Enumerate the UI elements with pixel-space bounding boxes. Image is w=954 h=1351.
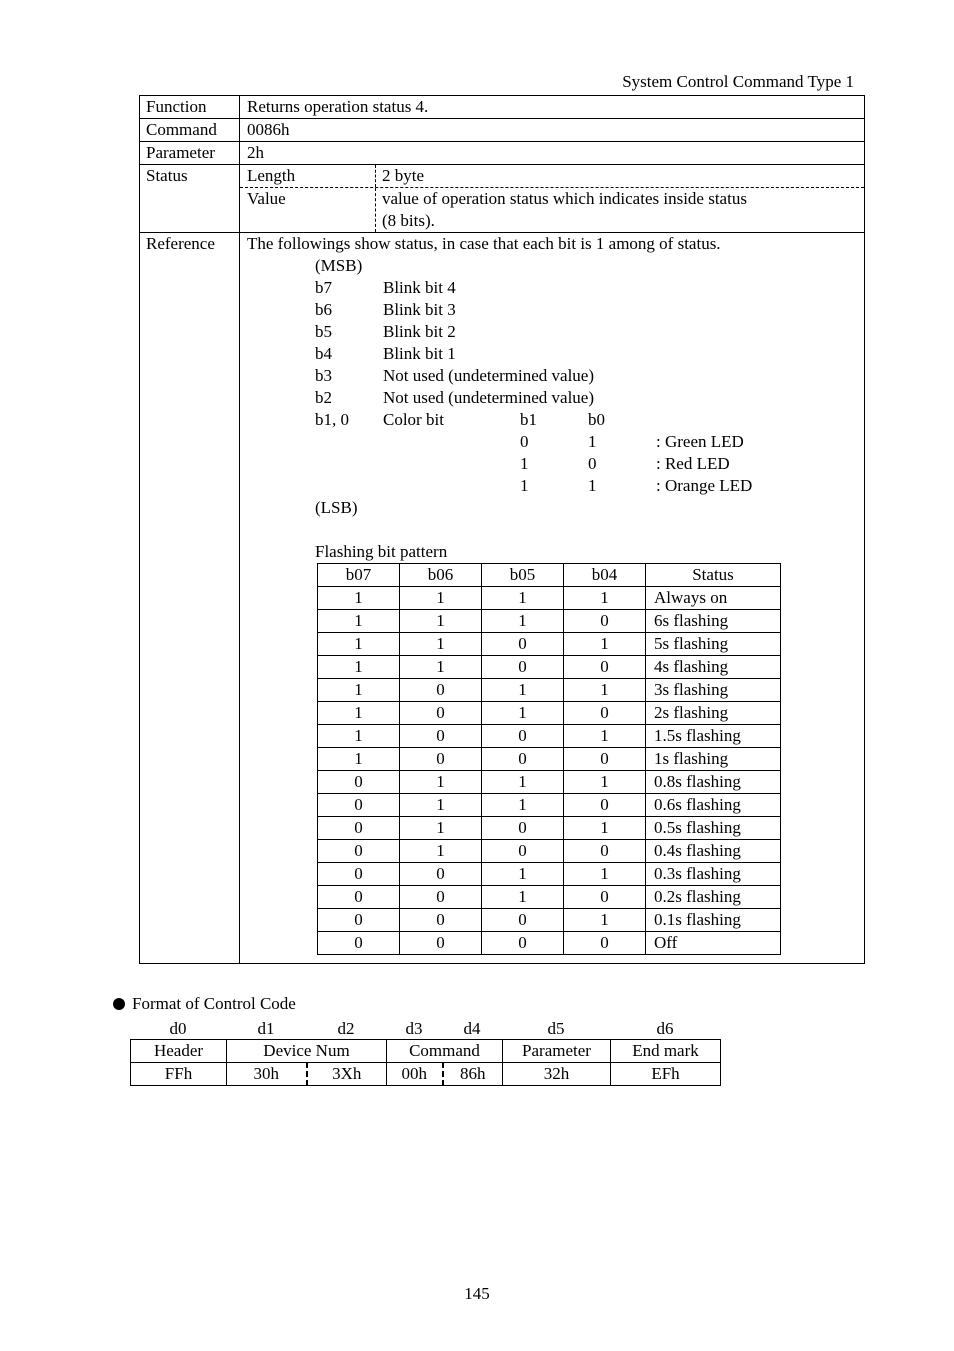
bit-cell: 0	[564, 656, 646, 679]
bit-cell: 0	[564, 748, 646, 771]
control-code-format-table	[130, 1039, 721, 1086]
bit-name: b6	[315, 300, 332, 319]
reference-content	[240, 233, 864, 963]
bit-cell: 1	[400, 817, 482, 840]
flashing-pattern-table	[317, 563, 781, 955]
color-b0: 1	[588, 476, 597, 495]
bit-cell: 1	[318, 587, 400, 610]
page-number: 145	[464, 1284, 490, 1303]
value-line-1: value of operation status which indicates inside status	[382, 189, 747, 208]
format-heading	[113, 993, 296, 1015]
msb-label: (MSB)	[315, 256, 363, 275]
value-description	[376, 188, 864, 232]
bit-cell: 1	[564, 909, 646, 932]
bit-cell: 1	[400, 771, 482, 794]
status-cell: 2s flashing	[646, 702, 781, 725]
color-b1: 1	[520, 454, 529, 473]
bit-cell: 1	[564, 633, 646, 656]
bit-cell: 1	[318, 679, 400, 702]
byte-label: d5	[547, 1019, 565, 1038]
bit-cell: 1	[482, 771, 564, 794]
column-header: b05	[482, 564, 564, 587]
value-row	[240, 187, 864, 232]
table-row	[318, 886, 781, 909]
bit-cell: 1	[318, 725, 400, 748]
bit-cell: 0	[564, 886, 646, 909]
command-label: Command	[140, 119, 240, 141]
section-title: System Control Command Type 1	[622, 72, 854, 91]
bit-cell: 0	[318, 771, 400, 794]
table-row	[318, 863, 781, 886]
bit-cell: 0	[482, 656, 564, 679]
table-row	[318, 748, 781, 771]
table-row	[318, 656, 781, 679]
bit-cell: 0	[400, 932, 482, 955]
color-b0: 0	[588, 454, 597, 473]
bit-cell: 1	[482, 702, 564, 725]
bit-cell: 1	[400, 656, 482, 679]
table-row	[318, 633, 781, 656]
bit-cell: 1	[318, 656, 400, 679]
parameter-label: Parameter	[140, 142, 240, 164]
format-value-cell: 86h	[443, 1063, 503, 1086]
format-value-cell: EFh	[611, 1063, 721, 1086]
byte-label: d3	[405, 1019, 423, 1038]
column-header: b07	[318, 564, 400, 587]
column-header: Status	[646, 564, 781, 587]
lsb-label: (LSB)	[315, 498, 358, 517]
bullet-icon	[113, 998, 125, 1010]
table-row	[318, 610, 781, 633]
bit-cell: 0	[318, 932, 400, 955]
length-row	[240, 165, 864, 187]
bit-cell: 0	[400, 863, 482, 886]
bit-cell: 1	[564, 725, 646, 748]
bit-cell: 1	[564, 817, 646, 840]
bit-cell: 1	[400, 610, 482, 633]
status-row	[140, 164, 864, 232]
format-value-cell: 3Xh	[307, 1063, 387, 1086]
bit-description: Not used (undetermined value)	[383, 388, 595, 407]
bit-cell: 0	[400, 909, 482, 932]
bit-cell: 0	[400, 886, 482, 909]
status-cell: 6s flashing	[646, 610, 781, 633]
table-row	[318, 587, 781, 610]
table-row	[318, 679, 781, 702]
bit-cell: 1	[482, 679, 564, 702]
bit-cell: 1	[564, 679, 646, 702]
function-value: Returns operation status 4.	[247, 97, 429, 116]
format-header-row	[131, 1040, 721, 1063]
bit-cell: 0	[400, 748, 482, 771]
bit-cell: 0	[400, 725, 482, 748]
byte-label: d6	[656, 1019, 674, 1038]
bit-description: Blink bit 1	[383, 344, 456, 363]
bit-cell: 1	[482, 863, 564, 886]
reference-intro: The followings show status, in case that each bit is 1 among of status.	[247, 234, 721, 253]
color-label: : Orange LED	[656, 476, 753, 495]
bit-cell: 1	[400, 633, 482, 656]
flash-pattern-title: Flashing bit pattern	[315, 542, 448, 561]
status-cell: 0.1s flashing	[646, 909, 781, 932]
bit-cell: 0	[482, 817, 564, 840]
byte-label: d4	[463, 1019, 481, 1038]
bit-cell: 0	[564, 932, 646, 955]
byte-label: d2	[337, 1019, 355, 1038]
parameter-row	[140, 141, 864, 164]
reference-label: Reference	[140, 233, 240, 963]
command-value: 0086h	[247, 120, 290, 139]
bit-name: b4	[315, 344, 332, 363]
bit-cell: 1	[318, 748, 400, 771]
bit-cell: 0	[564, 702, 646, 725]
format-value-cell: FFh	[131, 1063, 227, 1086]
status-cell: 4s flashing	[646, 656, 781, 679]
bit-cell: 0	[318, 886, 400, 909]
color-label: : Red LED	[656, 454, 730, 473]
bit-cell: 0	[482, 725, 564, 748]
bit-description: Color bit	[383, 410, 444, 429]
table-row	[318, 771, 781, 794]
bit-cell: 1	[564, 587, 646, 610]
bit-cell: 0	[318, 817, 400, 840]
bit-description: Blink bit 3	[383, 300, 456, 319]
color-b1: 1	[520, 476, 529, 495]
table-row	[318, 840, 781, 863]
format-header-cell: Command	[387, 1040, 503, 1063]
bit-name: b2	[315, 388, 332, 407]
bit-cell: 1	[564, 863, 646, 886]
bit-name: b3	[315, 366, 332, 385]
flashing-pattern-rows	[318, 587, 781, 955]
length-label: Length	[240, 165, 376, 187]
color-head-b0: b0	[588, 410, 605, 429]
bit-cell: 0	[318, 909, 400, 932]
function-row	[140, 96, 864, 118]
bit-cell: 0	[564, 840, 646, 863]
bit-cell: 0	[318, 863, 400, 886]
bit-cell: 1	[564, 771, 646, 794]
table-row	[318, 794, 781, 817]
status-cell: Always on	[646, 587, 781, 610]
column-header: b04	[564, 564, 646, 587]
status-label: Status	[140, 165, 240, 232]
format-header-cell: Parameter	[503, 1040, 611, 1063]
bit-cell: 1	[400, 794, 482, 817]
bit-cell: 0	[318, 794, 400, 817]
bit-name: b1, 0	[315, 410, 349, 429]
bit-description: Blink bit 4	[383, 278, 456, 297]
bit-cell: 1	[482, 587, 564, 610]
bit-cell: 0	[482, 840, 564, 863]
bit-cell: 1	[318, 610, 400, 633]
bit-cell: 0	[564, 794, 646, 817]
bit-cell: 0	[482, 909, 564, 932]
table-header-row	[318, 564, 781, 587]
status-cell: Off	[646, 932, 781, 955]
bit-cell: 0	[400, 702, 482, 725]
format-header-cell: End mark	[611, 1040, 721, 1063]
color-b0: 1	[588, 432, 597, 451]
parameter-value: 2h	[247, 143, 264, 162]
bit-cell: 1	[318, 702, 400, 725]
status-cell: 0.2s flashing	[646, 886, 781, 909]
status-cell: 0.4s flashing	[646, 840, 781, 863]
byte-label: d0	[169, 1019, 187, 1038]
value-line-2: (8 bits).	[382, 211, 435, 230]
bit-cell: 0	[482, 748, 564, 771]
bit-cell: 1	[482, 794, 564, 817]
format-header-cell: Header	[131, 1040, 227, 1063]
bit-cell: 1	[400, 587, 482, 610]
bit-description: Blink bit 2	[383, 322, 456, 341]
format-header-cell: Device Num	[227, 1040, 387, 1063]
format-value-row	[131, 1063, 721, 1086]
length-value: 2 byte	[382, 166, 425, 185]
bit-cell: 0	[482, 932, 564, 955]
table-row	[318, 725, 781, 748]
status-cell: 1s flashing	[646, 748, 781, 771]
format-value-cell: 30h	[227, 1063, 307, 1086]
status-cell: 3s flashing	[646, 679, 781, 702]
bit-cell: 1	[400, 840, 482, 863]
table-row	[318, 909, 781, 932]
bit-description: Not used (undetermined value)	[383, 366, 595, 385]
bit-cell: 0	[400, 679, 482, 702]
status-detail	[240, 165, 864, 232]
color-head-b1: b1	[520, 410, 537, 429]
bit-name: b5	[315, 322, 332, 341]
format-value-cell: 32h	[503, 1063, 611, 1086]
bit-cell: 1	[482, 610, 564, 633]
format-value-cell: 00h	[387, 1063, 443, 1086]
table-row	[318, 932, 781, 955]
bit-cell: 0	[482, 633, 564, 656]
reference-row	[140, 232, 864, 963]
status-cell: 0.8s flashing	[646, 771, 781, 794]
format-title: Format of Control Code	[132, 994, 296, 1013]
color-b1: 0	[520, 432, 529, 451]
function-label: Function	[140, 96, 240, 118]
bit-cell: 1	[318, 633, 400, 656]
bit-name: b7	[315, 278, 332, 297]
status-cell: 5s flashing	[646, 633, 781, 656]
table-row	[318, 702, 781, 725]
table-row	[318, 817, 781, 840]
status-cell: 0.5s flashing	[646, 817, 781, 840]
byte-label: d1	[257, 1019, 275, 1038]
value-label: Value	[240, 188, 376, 232]
color-label: : Green LED	[656, 432, 744, 451]
command-row	[140, 118, 864, 141]
command-spec-table	[139, 95, 865, 964]
bit-cell: 1	[482, 886, 564, 909]
bit-cell: 0	[318, 840, 400, 863]
column-header: b06	[400, 564, 482, 587]
bit-cell: 0	[564, 610, 646, 633]
status-cell: 0.6s flashing	[646, 794, 781, 817]
status-cell: 1.5s flashing	[646, 725, 781, 748]
status-cell: 0.3s flashing	[646, 863, 781, 886]
